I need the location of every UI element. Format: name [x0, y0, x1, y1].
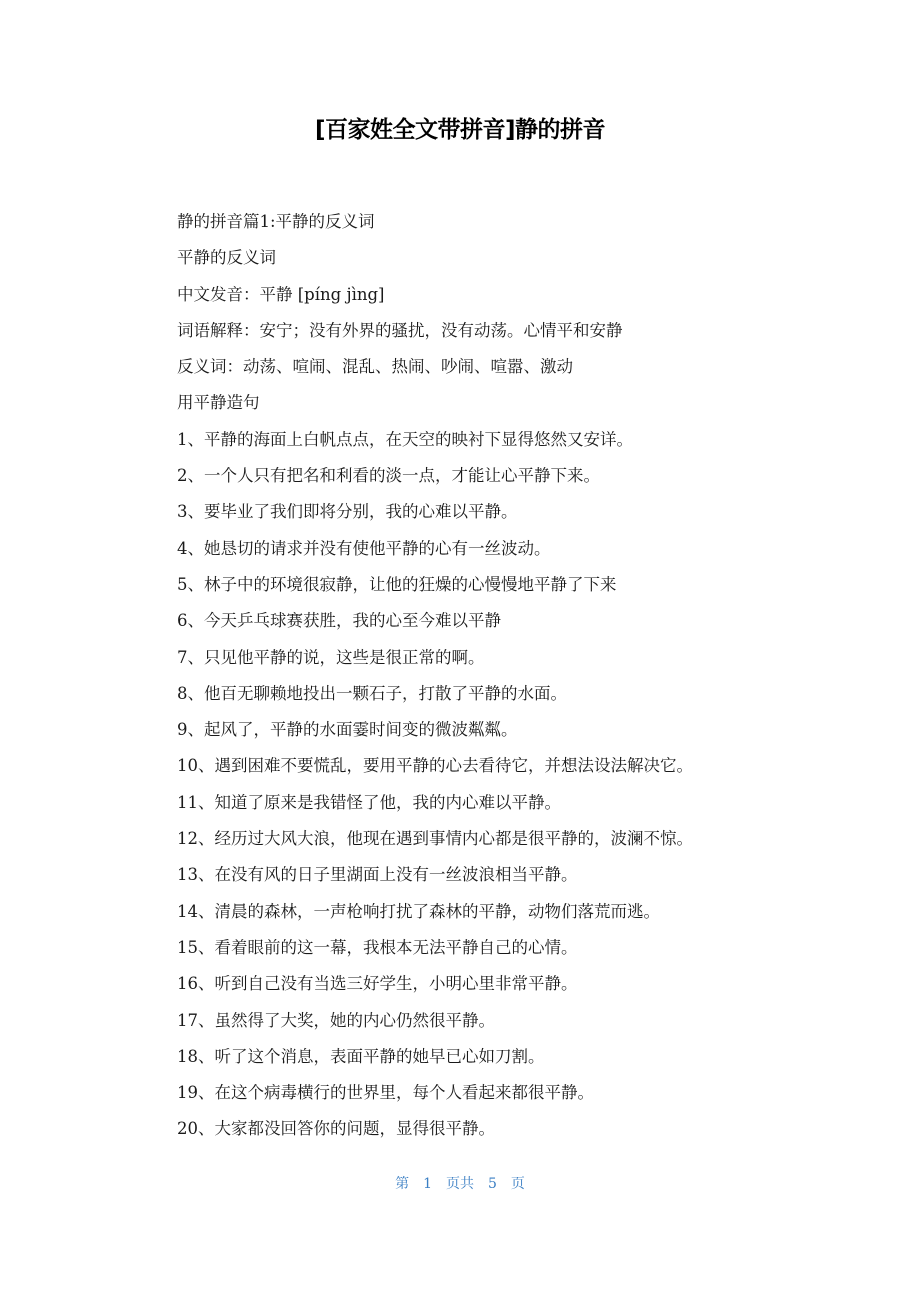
- example-sentence: 10、遇到困难不要慌乱，要用平静的心去看待它，并想法设法解决它。: [177, 756, 693, 776]
- antonyms-line: 反义词：动荡、喧闹、混乱、热闹、吵闹、喧嚣、激动: [177, 357, 573, 377]
- footer-ye: 页: [510, 1176, 525, 1192]
- example-sentence: 14、清晨的森林，一声枪响打扰了森林的平静，动物们落荒而逃。: [177, 901, 660, 921]
- example-sentence: 7、只见他平静的说，这些是很正常的啊。: [177, 647, 485, 667]
- example-sentence: 17、虽然得了大奖，她的内心仍然很平静。: [177, 1010, 495, 1030]
- example-sentence: 4、她恳切的请求并没有使他平静的心有一丝波动。: [177, 538, 551, 558]
- example-sentence: 3、要毕业了我们即将分别，我的心难以平静。: [177, 502, 518, 522]
- footer-total-pages: 5: [488, 1176, 497, 1192]
- definition-line: 词语解释：安宁；没有外界的骚扰，没有动荡。心情平和安静: [177, 320, 623, 340]
- example-sentence: 5、林子中的环境很寂静，让他的狂燥的心慢慢地平静了下来: [177, 574, 617, 594]
- example-sentence: 11、知道了原来是我错怪了他，我的内心难以平静。: [177, 792, 561, 812]
- example-sentence: 8、他百无聊赖地投出一颗石子，打散了平静的水面。: [177, 683, 567, 703]
- pronunciation-line: 中文发音：平静 [píng jìng]: [177, 284, 385, 304]
- document-title: [百家姓全文带拼音]静的拼音: [314, 117, 606, 143]
- example-sentence: 15、看着眼前的这一幕，我根本无法平静自己的心情。: [177, 937, 578, 957]
- example-sentence: 18、听了这个消息，表面平静的她早已心如刀割。: [177, 1046, 545, 1066]
- subheading: 平静的反义词: [177, 248, 276, 268]
- example-sentence: 2、一个人只有把名和利看的淡一点，才能让心平静下来。: [177, 466, 600, 486]
- page-footer: [0, 1172, 920, 1196]
- example-sentence: 12、经历过大风大浪，他现在遇到事情内心都是很平静的，波澜不惊。: [177, 829, 693, 849]
- section-heading: 静的拼音篇1:平静的反义词: [177, 212, 375, 231]
- example-sentence: 6、今天乒乓球赛获胜，我的心至今难以平静: [177, 611, 501, 631]
- examples-heading: 用平静造句: [177, 393, 260, 413]
- example-sentence: 1、平静的海面上白帆点点，在天空的映衬下显得悠然又安详。: [177, 429, 633, 449]
- example-sentence: 9、起风了，平静的水面霎时间变的微波粼粼。: [177, 720, 518, 740]
- footer-ye-gong: 页共: [446, 1176, 474, 1192]
- document-body: [177, 204, 797, 1148]
- example-sentence: 19、在这个病毒横行的世界里，每个人看起来都很平静。: [177, 1083, 594, 1103]
- example-sentence: 16、听到自己没有当选三好学生，小明心里非常平静。: [177, 974, 578, 994]
- example-sentence: 20、大家都没回答你的问题，显得很平静。: [177, 1119, 495, 1139]
- footer-page-number: 1: [423, 1176, 432, 1192]
- footer-di: 第: [395, 1176, 410, 1192]
- example-sentence: 13、在没有风的日子里湖面上没有一丝波浪相当平静。: [177, 865, 578, 885]
